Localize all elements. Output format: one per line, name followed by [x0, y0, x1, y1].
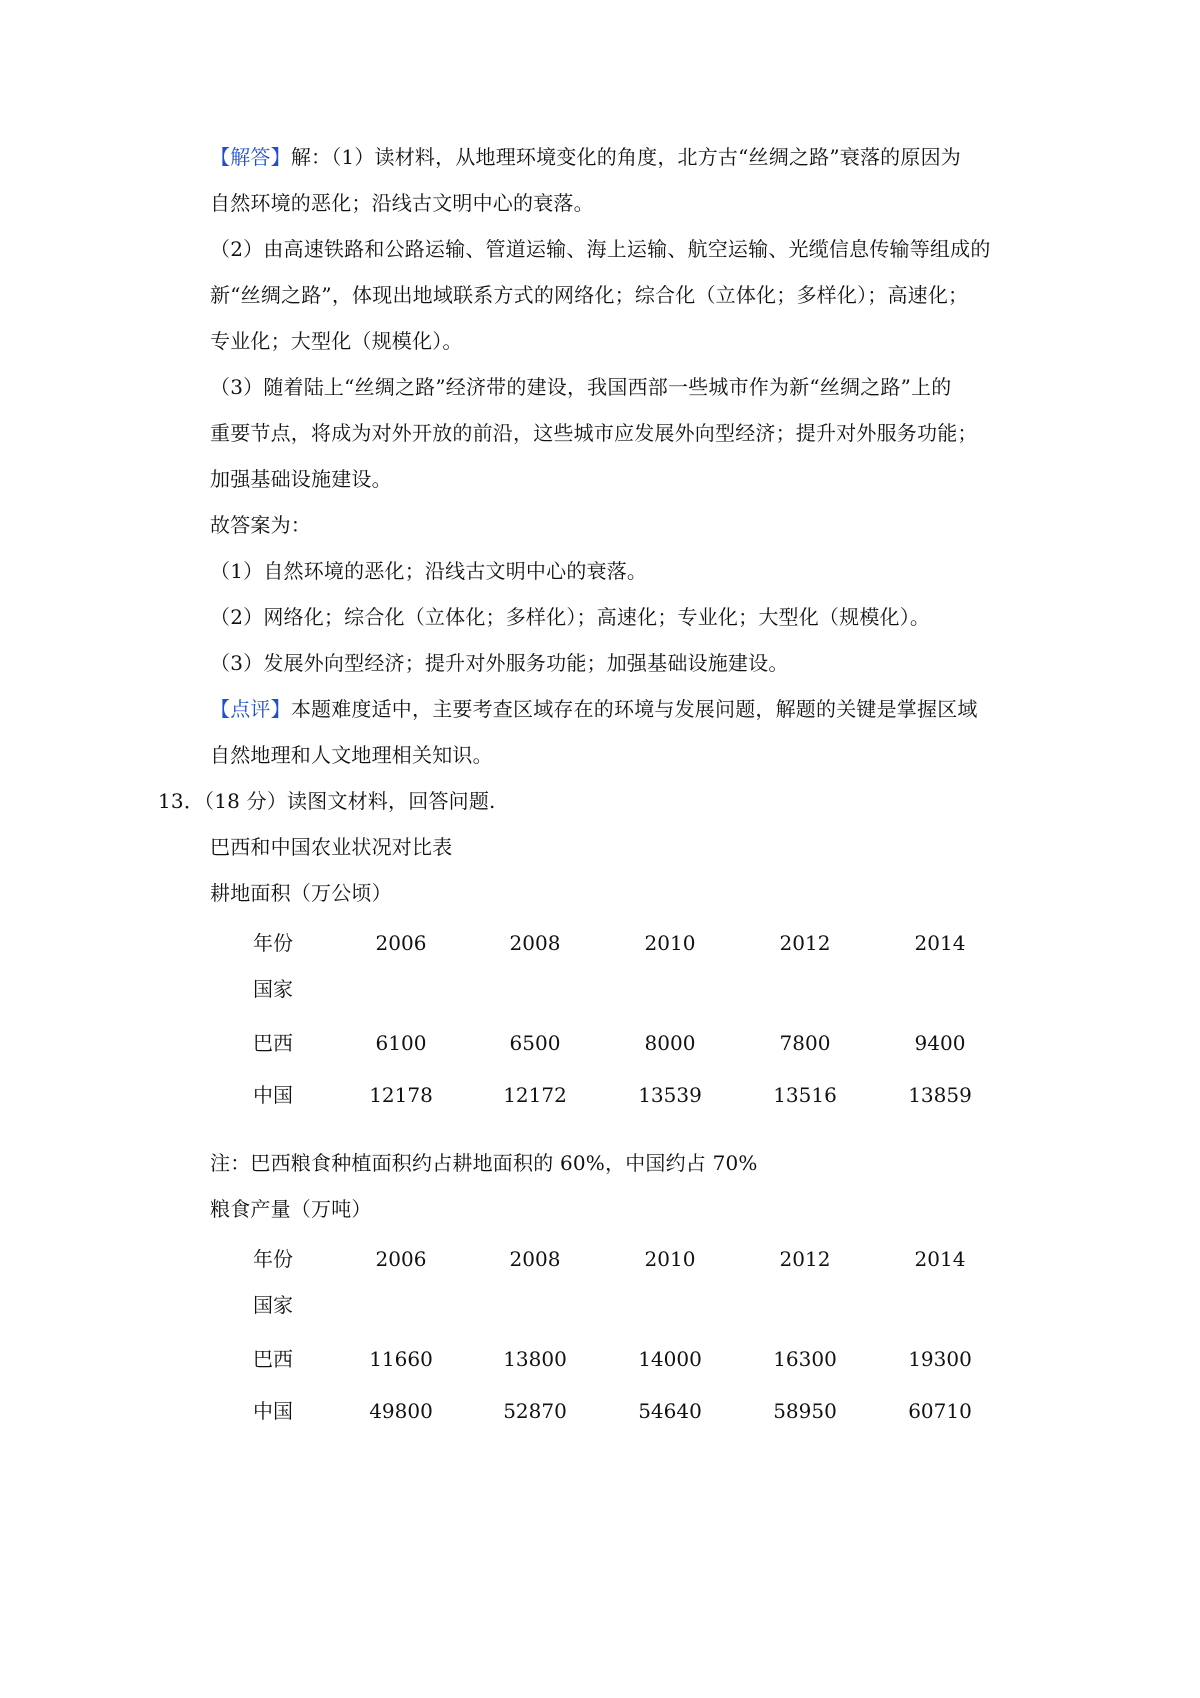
- grain-year: 2014: [914, 1247, 966, 1271]
- grain-caption: 粮食产量（万吨）: [210, 1197, 372, 1221]
- answer-line-2: 自然环境的恶化；沿线古文明中心的衰落。: [210, 191, 594, 215]
- table-cell: 7800: [779, 1031, 831, 1055]
- table-note: 注：巴西粮食种植面积约占耕地面积的 60%，中国约占 70%: [210, 1151, 758, 1175]
- table-cell: 58950: [773, 1399, 837, 1423]
- table-cell: 49800: [369, 1399, 433, 1423]
- table-cell: 13539: [638, 1083, 702, 1107]
- answer-line-3: （2）由高速铁路和公路运输、管道运输、海上运输、航空运输、光缆信息传输等组成的: [210, 237, 991, 261]
- answer-line-7: 重要节点，将成为对外开放的前沿，这些城市应发展外向型经济；提升对外服务功能；: [210, 421, 978, 445]
- comment-text-1: 本题难度适中，主要考查区域存在的环境与发展问题，解题的关键是掌握区域: [290, 697, 978, 721]
- country-label: 巴西: [253, 1347, 293, 1371]
- grain-year: 2012: [779, 1247, 831, 1271]
- grain-year: 2008: [509, 1247, 561, 1271]
- arable-year: 2010: [644, 931, 696, 955]
- answer-line-12: （3）发展外向型经济；提升对外服务功能；加强基础设施建设。: [210, 651, 789, 675]
- table-cell: 11660: [369, 1347, 433, 1371]
- answer-line-8: 加强基础设施建设。: [210, 467, 392, 491]
- grain-row-header: 国家: [253, 1293, 293, 1317]
- grain-col-header: 年份: [253, 1247, 293, 1271]
- table-cell: 8000: [644, 1031, 696, 1055]
- table-cell: 54640: [638, 1399, 702, 1423]
- table-cell: 16300: [773, 1347, 837, 1371]
- arable-year: 2014: [914, 931, 966, 955]
- comment-line-1: [210, 696, 978, 722]
- grain-year: 2010: [644, 1247, 696, 1271]
- table-cell: 12178: [369, 1083, 433, 1107]
- answer-line-5: 专业化；大型化（规模化）。: [210, 329, 463, 353]
- table-cell: 19300: [908, 1347, 972, 1371]
- answer-line-1: [210, 144, 961, 170]
- table-cell: 60710: [908, 1399, 972, 1423]
- arable-year: 2006: [375, 931, 427, 955]
- table-cell: 52870: [503, 1399, 567, 1423]
- comment-line-2: 自然地理和人文地理相关知识。: [210, 743, 493, 767]
- answer-text-1: 解：（1）读材料，从地理环境变化的角度，北方古“丝绸之路”衰落的原因为: [290, 145, 961, 169]
- arable-row-header: 国家: [253, 977, 293, 1001]
- table-cell: 12172: [503, 1083, 567, 1107]
- answer-tag: 【解答】: [210, 145, 291, 169]
- table-cell: 6500: [509, 1031, 561, 1055]
- country-label: 巴西: [253, 1031, 293, 1055]
- arable-year: 2008: [509, 931, 561, 955]
- arable-caption: 耕地面积（万公顷）: [210, 881, 392, 905]
- answer-line-11: （2）网络化；综合化（立体化；多样化）；高速化；专业化；大型化（规模化）。: [210, 605, 931, 629]
- answer-line-10: （1）自然环境的恶化；沿线古文明中心的衰落。: [210, 559, 648, 583]
- table-cell: 14000: [638, 1347, 702, 1371]
- table-cell: 9400: [914, 1031, 966, 1055]
- country-label: 中国: [253, 1399, 293, 1423]
- answer-line-9: 故答案为：: [210, 513, 311, 537]
- arable-col-header: 年份: [253, 931, 293, 955]
- table-cell: 6100: [375, 1031, 427, 1055]
- table-cell: 13800: [503, 1347, 567, 1371]
- question-header: 13．（18 分）读图文材料，回答问题.: [158, 789, 496, 813]
- table-title: 巴西和中国农业状况对比表: [210, 835, 453, 859]
- grain-year: 2006: [375, 1247, 427, 1271]
- answer-line-4: 新“丝绸之路”，体现出地域联系方式的网络化；综合化（立体化；多样化）；高速化；: [210, 283, 969, 307]
- arable-year: 2012: [779, 931, 831, 955]
- country-label: 中国: [253, 1083, 293, 1107]
- table-cell: 13859: [908, 1083, 972, 1107]
- table-cell: 13516: [773, 1083, 837, 1107]
- answer-line-6: （3）随着陆上“丝绸之路”经济带的建设，我国西部一些城市作为新“丝绸之路”上的: [210, 375, 952, 399]
- comment-tag: 【点评】: [210, 697, 291, 721]
